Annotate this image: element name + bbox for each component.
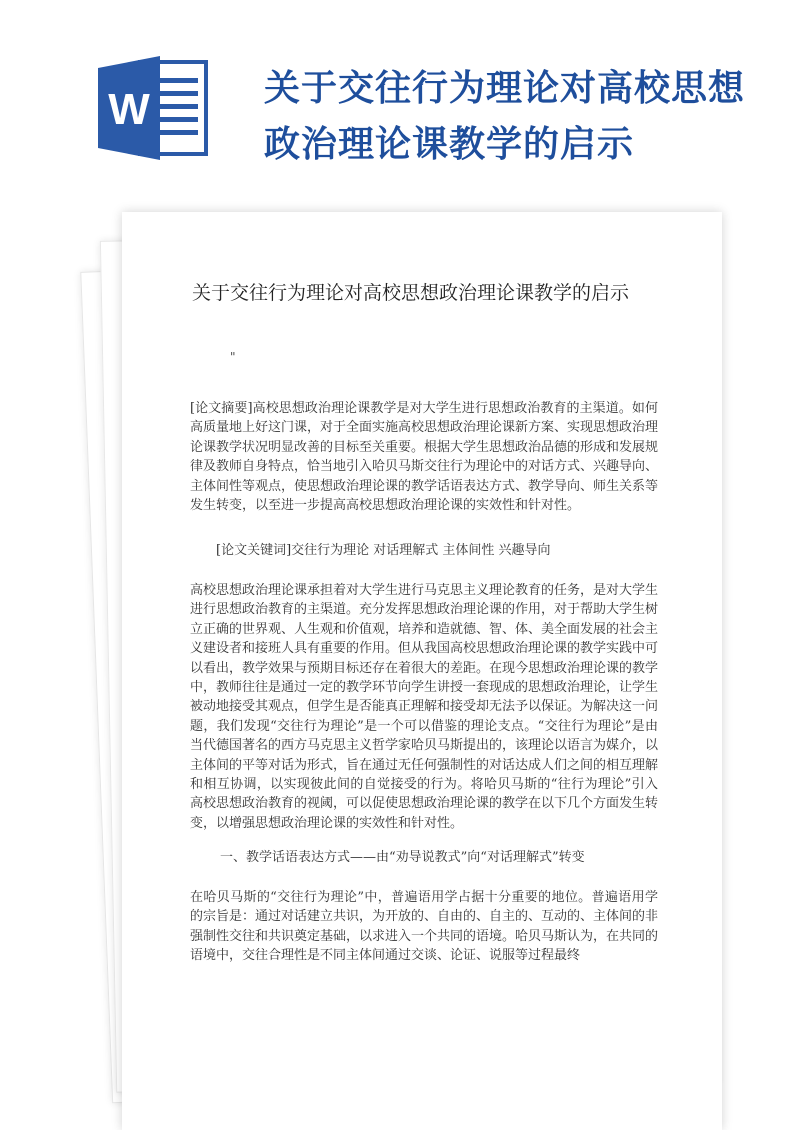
header-banner: [0, 0, 800, 200]
banner-title: 关于交往行为理论对高校思想政治理论课教学的启示: [264, 67, 746, 165]
intro-paragraph: 高校思想政治理论课承担着对大学生进行马克思主义理论教育的任务，是对大学生进行思想政治教育的主渠道。充分发挥思想政治理论课的作用，对于帮助大学生树立正确的世界观、人生观和价值观，培养和造就德、智、体、美全面发展的社会主义建设者和接班人具有重要的作用。但从我国高校思想政治理论课的教学实践中可以看出，教学效果与预期目标还存在着很大的差距。在现今思想政治理论课的教学中，教师往往是通过一定的教学环节向学生讲授一套现成的思想政治理论，让学生被动地接受其观点，但学生是否能真正理解和接受却无法予以保证。为解决这一问题，我们发现“交往行为理论”是一个可以借鉴的理论支点。“交往行为理论”是由当代德国著名的西方马克思主义哲学家哈贝马斯提出的，该理论以语言为媒介，以主体间的平等对话为形式，旨在通过无任何强制性的对话达成人们之间的相互理解和相互协调，以实现彼此间的自觉接受的行为。将哈贝马斯的“往行为理论”引入高校思想政治教育的视阈，可以促使思想政治理论课的教学在以下几个方面发生转变，以增强思想政治理论课的实效性和针对性。: [190, 583, 659, 831]
body-paragraph-2: 在哈贝马斯的“交往行为理论”中，普遍语用学占据十分重要的地位。普遍语用学的宗旨是：通过对话建立共识，为开放的、自由的、自主的、互动的、主体间的非强制性交往和共识奠定基础，以求进入一个共同的语境。哈贝马斯认为，在共同的语境中，交往合理性是不同主体间通过交谈、论证、说服等过程最终: [190, 890, 659, 964]
section-heading-1: 一、教学话语表达方式——由“劝导说教式”向“对话理解式”转变: [220, 850, 585, 865]
word-document-icon: [96, 54, 208, 162]
document-page: [122, 212, 722, 1130]
document-title: 关于交往行为理论对高校思想政治理论课教学的启示: [192, 282, 630, 304]
abstract-paragraph: [论文摘要]高校思想政治理论课教学是对大学生进行思想政治教育的主渠道。如何高质量地上好这门课，对于全面实施高校思想政治理论课新方案、实现思想政治理论课教学状况明显改善的目标至关重要。根据大学生思想政治品德的形成和发展规律及教师自身特点，恰当地引入哈贝马斯交往行为理论中的对话方式、兴趣导向、主体间性等观点，使思想政治理论课的教学话语表达方式、教学导向、师生关系等发生转变，以至进一步提高高校思想政治理论课的实效性和针对性。: [190, 401, 659, 514]
quote-mark: ": [230, 350, 236, 364]
keywords-line: [论文关键词]交往行为理论 对话理解式 主体间性 兴趣导向: [216, 543, 551, 558]
svg-text:W: W: [108, 85, 150, 134]
